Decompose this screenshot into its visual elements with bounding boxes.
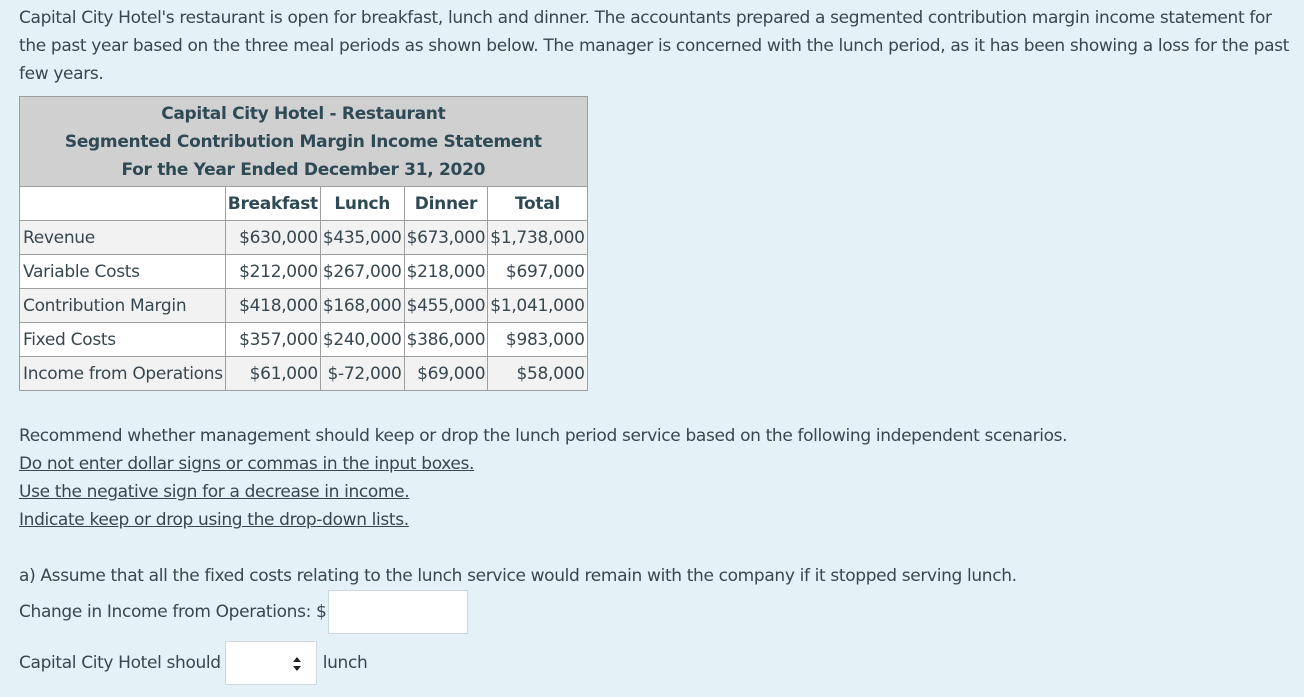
cell-value: $1,738,000 [488,221,587,255]
up-down-arrows-icon [292,655,302,673]
statement-title-company: Capital City Hotel - Restaurant [161,103,446,124]
keep-drop-label: Capital City Hotel should [19,653,221,673]
cell-value: $697,000 [488,255,587,289]
col-header-breakfast: Breakfast [225,187,320,221]
instructions-block [19,422,1067,534]
table-row-variable-costs [20,255,588,289]
cell-value: $168,000 [320,289,404,323]
cell-value: $-72,000 [320,357,404,391]
income-statement-table [19,96,588,391]
cell-value: $435,000 [320,221,404,255]
instruction-note-negative-sign: Use the negative sign for a decrease in income. [19,482,410,502]
cell-value: $61,000 [225,357,320,391]
row-label: Variable Costs [20,255,226,289]
cell-value: $357,000 [225,323,320,357]
cell-value: $69,000 [404,357,488,391]
instruction-note-dollar-signs: Do not enter dollar signs or commas in the input boxes. [19,454,475,474]
cell-value: $455,000 [404,289,488,323]
row-label: Income from Operations [20,357,226,391]
row-label: Fixed Costs [20,323,226,357]
question-a-text: a) Assume that all the fixed costs relating to the lunch service would remain with the company if it stopped serving lunch. [19,566,1017,586]
cell-value: $673,000 [404,221,488,255]
change-in-income-row [19,589,468,635]
header-blank-cell [20,187,226,221]
col-header-lunch: Lunch [320,187,404,221]
instructions-lead: Recommend whether management should keep or drop the lunch period service based on the following independent scenarios. [19,426,1068,446]
statement-title-period: For the Year Ended December 31, 2020 [121,159,486,180]
change-in-income-label: Change in Income from Operations: $ [19,602,327,622]
cell-value: $1,041,000 [488,289,587,323]
cell-value: $983,000 [488,323,587,357]
intro-paragraph: Capital City Hotel's restaurant is open for breakfast, lunch and dinner. The accountants prepared a segmented contribution margin income statement for the past year based on the three meal periods as shown below. The manager is concerned with the lunch period, as it has been showing a loss for the past few years. [19,8,1289,84]
cell-value: $58,000 [488,357,587,391]
cell-value: $630,000 [225,221,320,255]
change-in-income-input[interactable] [328,590,468,634]
table-row-contribution-margin [20,289,588,323]
cell-value: $212,000 [225,255,320,289]
statement-heading [20,97,588,187]
keep-drop-row [19,641,367,685]
row-label: Contribution Margin [20,289,226,323]
statement-title-name: Segmented Contribution Margin Income Statement [64,131,542,152]
cell-value: $240,000 [320,323,404,357]
cell-value: $267,000 [320,255,404,289]
row-label: Revenue [20,221,226,255]
instruction-note-drop-down: Indicate keep or drop using the drop-down lists. [19,510,409,530]
table-row-fixed-costs [20,323,588,357]
cell-value: $218,000 [404,255,488,289]
col-header-total: Total [488,187,587,221]
col-header-dinner: Dinner [404,187,488,221]
table-row-revenue [20,221,588,255]
keep-drop-suffix: lunch [322,653,368,673]
table-row-income-from-operations [20,357,588,391]
cell-value: $418,000 [225,289,320,323]
cell-value: $386,000 [404,323,488,357]
keep-drop-select[interactable] [225,641,317,685]
column-header-row [20,187,588,221]
